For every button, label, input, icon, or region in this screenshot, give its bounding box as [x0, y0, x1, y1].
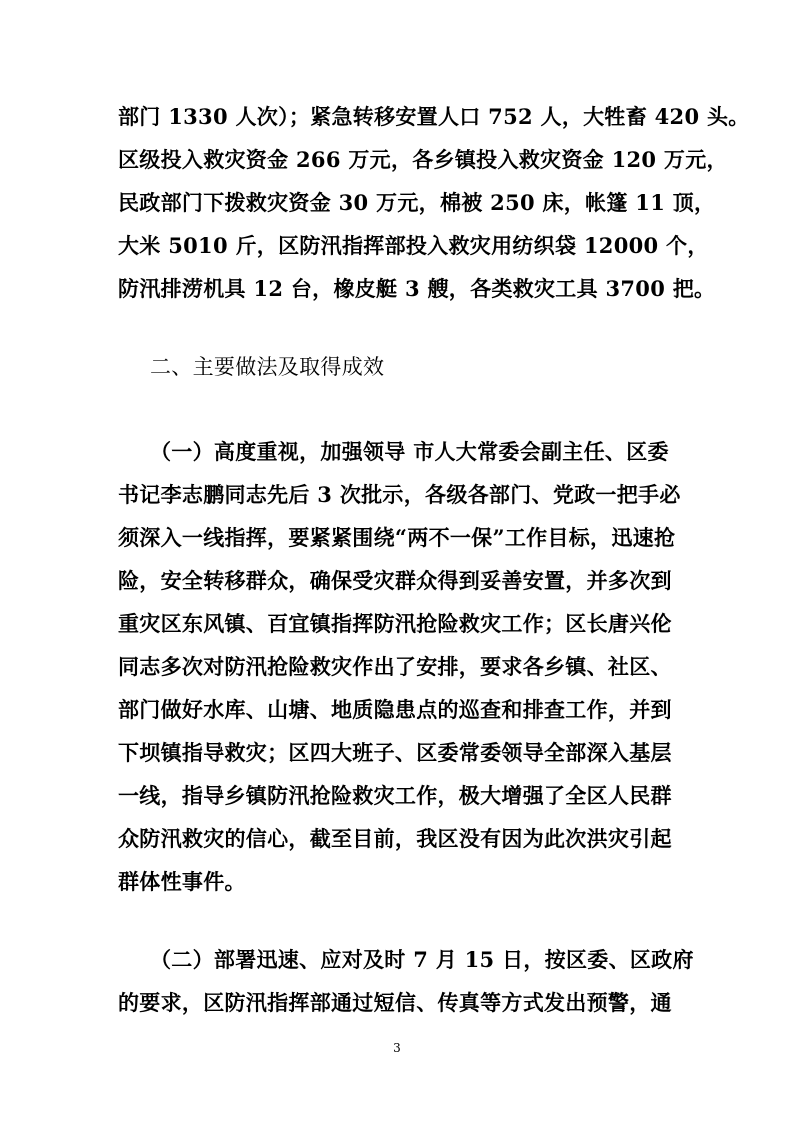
text-line: 书记李志鹏同志先后 3 次批示，各级各部门、党政一把手必	[118, 482, 681, 507]
section-heading: 二、主要做法及取得成效	[150, 355, 385, 379]
text-line: 的要求，区防汛指挥部通过短信、传真等方式发出预警，通	[118, 990, 672, 1015]
text-line: （二）部署迅速、应对及时 7 月 15 日，按区委、区政府	[150, 947, 694, 972]
text-line: 下坝镇指导救灾；区四大班子、区委常委领导全部深入基层	[118, 740, 672, 765]
text-line: 重灾区东风镇、百宜镇指挥防汛抢险救灾工作；区长唐兴伦	[118, 611, 672, 636]
text-line: 须深入一线指挥，要紧紧围绕“两不一保”工作目标，迅速抢	[118, 525, 676, 550]
text-line: 众防汛救灾的信心，截至目前，我区没有因为此次洪灾引起	[118, 826, 672, 851]
text-line: 同志多次对防汛抢险救灾作出了安排，要求各乡镇、社区、	[118, 654, 672, 679]
text-line: 区级投入救灾资金 266 万元，各乡镇投入救灾资金 120 万元，	[118, 147, 728, 172]
text-line: 一线，指导乡镇防汛抢险救灾工作，极大增强了全区人民群	[118, 783, 672, 808]
text-line: 群体性事件。	[118, 869, 246, 894]
text-line: 大米 5010 斤，区防汛指挥部投入救灾用纺织袋 12000 个，	[118, 233, 709, 258]
text-line: 部门 1330 人次）；紧急转移安置人口 752 人，大牲畜 420 头。	[118, 104, 750, 129]
page-number: 3	[393, 1041, 401, 1055]
text-line: 民政部门下拨救灾资金 30 万元，棉被 250 床，帐篷 11 顶，	[118, 190, 716, 215]
text-line: 部门做好水库、山塘、地质隐患点的巡查和排查工作，并到	[118, 697, 672, 722]
text-line: 防汛排涝机具 12 台，橡皮艇 3 艘，各类救灾工具 3700 把。	[118, 276, 716, 301]
text-line: 险，安全转移群众，确保受灾群众得到妥善安置，并多次到	[118, 568, 672, 593]
text-line: （一）高度重视，加强领导 市人大常委会副主任、区委	[150, 439, 669, 464]
